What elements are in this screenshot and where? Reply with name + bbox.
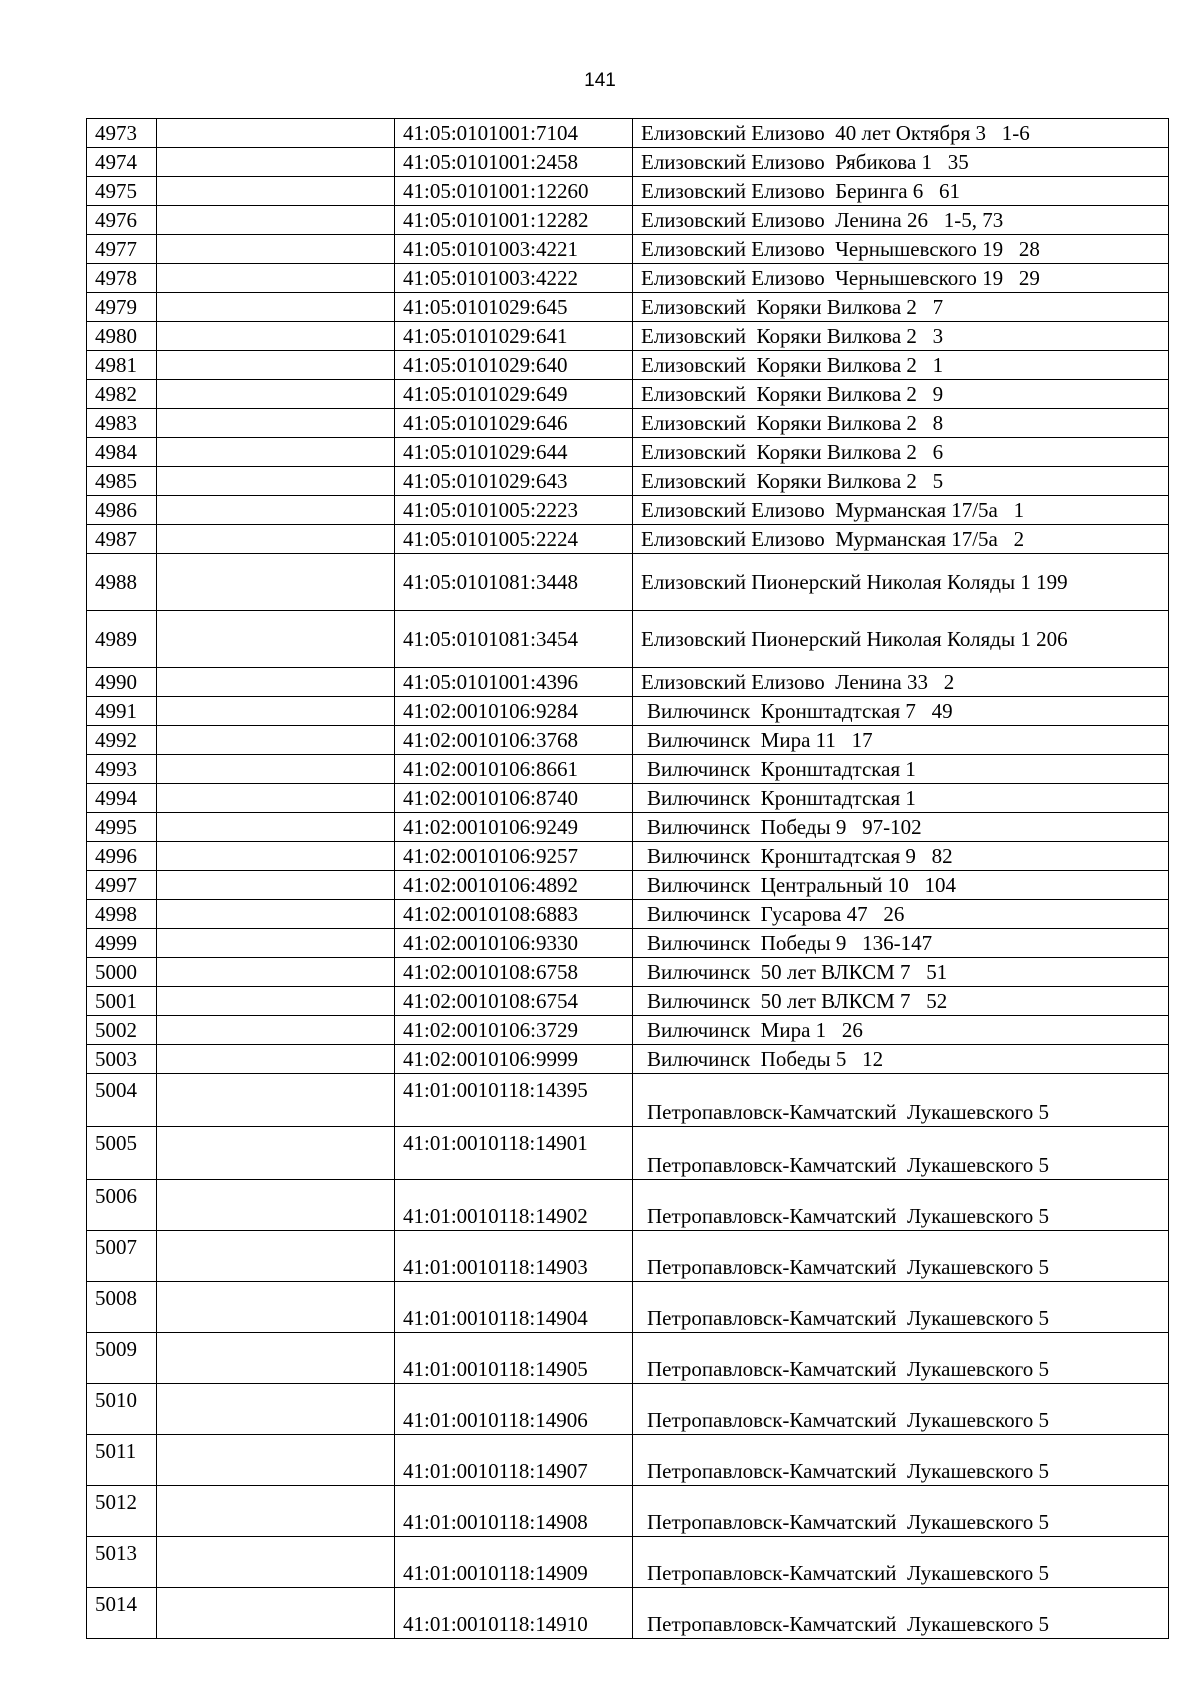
cadastral-number-cell: 41:02:0010106:8661 — [395, 755, 633, 784]
row-number-cell: 4992 — [87, 726, 157, 755]
row-number-cell: 4982 — [87, 380, 157, 409]
empty-cell — [157, 264, 395, 293]
table-row — [87, 264, 1169, 293]
cadastral-number-cell: 41:01:0010118:14908 — [395, 1486, 633, 1537]
table-row — [87, 177, 1169, 206]
empty-cell — [157, 813, 395, 842]
address-cell: Елизовский Коряки Вилкова 2 5 — [633, 467, 1169, 496]
empty-cell — [157, 1537, 395, 1588]
empty-cell — [157, 1384, 395, 1435]
cadastral-number-cell: 41:02:0010106:9249 — [395, 813, 633, 842]
cadastral-number-cell: 41:02:0010106:4892 — [395, 871, 633, 900]
row-number-cell: 4991 — [87, 697, 157, 726]
row-number-cell: 5000 — [87, 958, 157, 987]
row-number-cell: 4980 — [87, 322, 157, 351]
row-number-cell: 4998 — [87, 900, 157, 929]
empty-cell — [157, 1127, 395, 1180]
cadastral-number-cell: 41:02:0010106:9999 — [395, 1045, 633, 1074]
table-row — [87, 784, 1169, 813]
table-row — [87, 438, 1169, 467]
address-cell: Елизовский Елизово Мурманская 17/5а 2 — [633, 525, 1169, 554]
row-number-cell: 4979 — [87, 293, 157, 322]
row-number-cell: 4983 — [87, 409, 157, 438]
empty-cell — [157, 1180, 395, 1231]
table-row — [87, 206, 1169, 235]
table-row — [87, 871, 1169, 900]
cadastral-number-cell: 41:02:0010106:9257 — [395, 842, 633, 871]
empty-cell — [157, 1588, 395, 1639]
empty-cell — [157, 467, 395, 496]
row-number-cell: 4974 — [87, 148, 157, 177]
table-row — [87, 1231, 1169, 1282]
cadastral-number-cell: 41:02:0010108:6883 — [395, 900, 633, 929]
address-cell: Вилючинск Победы 5 12 — [633, 1045, 1169, 1074]
cadastral-number-cell: 41:05:0101029:649 — [395, 380, 633, 409]
cadastral-number-cell: 41:01:0010118:14906 — [395, 1384, 633, 1435]
table-row — [87, 668, 1169, 697]
table-row — [87, 1486, 1169, 1537]
cadastral-number-cell: 41:01:0010118:14909 — [395, 1537, 633, 1588]
cadastral-number-cell: 41:05:0101029:646 — [395, 409, 633, 438]
cadastral-number-cell: 41:02:0010106:3768 — [395, 726, 633, 755]
address-cell: Вилючинск Кронштадтская 1 — [633, 784, 1169, 813]
row-number-cell: 5010 — [87, 1384, 157, 1435]
address-cell: Вилючинск Кронштадтская 7 49 — [633, 697, 1169, 726]
empty-cell — [157, 784, 395, 813]
address-cell: Елизовский Коряки Вилкова 2 3 — [633, 322, 1169, 351]
table-row — [87, 235, 1169, 264]
cadastral-number-cell: 41:05:0101029:644 — [395, 438, 633, 467]
address-cell: Вилючинск Кронштадтская 1 — [633, 755, 1169, 784]
row-number-cell: 5002 — [87, 1016, 157, 1045]
address-cell: Петропавловск-Камчатский Лукашевского 5 — [633, 1231, 1169, 1282]
cadastral-number-cell: 41:05:0101081:3454 — [395, 611, 633, 668]
table-row — [87, 1282, 1169, 1333]
empty-cell — [157, 1333, 395, 1384]
empty-cell — [157, 235, 395, 264]
table-row — [87, 726, 1169, 755]
row-number-cell: 5004 — [87, 1074, 157, 1127]
table-row — [87, 554, 1169, 611]
address-cell: Вилючинск Гусарова 47 26 — [633, 900, 1169, 929]
row-number-cell: 5006 — [87, 1180, 157, 1231]
table-row — [87, 1016, 1169, 1045]
empty-cell — [157, 525, 395, 554]
address-cell: Елизовский Коряки Вилкова 2 8 — [633, 409, 1169, 438]
table-row — [87, 1045, 1169, 1074]
address-cell: Елизовский Елизово Беринга 6 61 — [633, 177, 1169, 206]
table-row — [87, 496, 1169, 525]
table-row — [87, 929, 1169, 958]
address-cell: Елизовский Елизово Ленина 26 1-5, 73 — [633, 206, 1169, 235]
empty-cell — [157, 871, 395, 900]
address-cell: Петропавловск-Камчатский Лукашевского 5 — [633, 1180, 1169, 1231]
table-row — [87, 525, 1169, 554]
cadastral-number-cell: 41:01:0010118:14905 — [395, 1333, 633, 1384]
cadastral-number-cell: 41:01:0010118:14395 — [395, 1074, 633, 1127]
address-cell: Елизовский Елизово 40 лет Октября 3 1-6 — [633, 119, 1169, 148]
empty-cell — [157, 177, 395, 206]
address-text: Елизовский Пионерский Николая Коляды 1 206 — [641, 627, 1068, 651]
row-number-cell: 4981 — [87, 351, 157, 380]
cadastral-number-cell: 41:01:0010118:14910 — [395, 1588, 633, 1639]
cadastral-number-cell: 41:05:0101003:4222 — [395, 264, 633, 293]
empty-cell — [157, 958, 395, 987]
row-number-cell: 4973 — [87, 119, 157, 148]
cadastral-number-cell: 41:01:0010118:14901 — [395, 1127, 633, 1180]
empty-cell — [157, 611, 395, 668]
cadastral-number-cell: 41:05:0101081:3448 — [395, 554, 633, 611]
cadastral-number-cell: 41:02:0010108:6754 — [395, 987, 633, 1016]
row-number-cell: 4988 — [87, 554, 157, 611]
cadastral-number-cell: 41:05:0101001:4396 — [395, 668, 633, 697]
registry-table — [86, 118, 1169, 1639]
address-cell: Петропавловск-Камчатский Лукашевского 5 — [633, 1384, 1169, 1435]
address-cell: Петропавловск-Камчатский Лукашевского 5 — [633, 1282, 1169, 1333]
table-row — [87, 1435, 1169, 1486]
cadastral-number-cell: 41:02:0010108:6758 — [395, 958, 633, 987]
empty-cell — [157, 755, 395, 784]
table-row — [87, 322, 1169, 351]
empty-cell — [157, 842, 395, 871]
row-number-cell: 5011 — [87, 1435, 157, 1486]
row-number-cell: 4985 — [87, 467, 157, 496]
address-cell: Вилючинск Победы 9 136-147 — [633, 929, 1169, 958]
row-number-cell: 4997 — [87, 871, 157, 900]
row-number-cell: 5001 — [87, 987, 157, 1016]
address-cell: Елизовский Коряки Вилкова 2 9 — [633, 380, 1169, 409]
empty-cell — [157, 293, 395, 322]
empty-cell — [157, 1074, 395, 1127]
address-cell: Елизовский Елизово Чернышевского 19 28 — [633, 235, 1169, 264]
address-text: Елизовский Пионерский Николая Коляды 1 199 — [641, 570, 1068, 594]
cadastral-number-cell: 41:02:0010106:9330 — [395, 929, 633, 958]
cadastral-number-cell: 41:05:0101001:2458 — [395, 148, 633, 177]
table-row — [87, 842, 1169, 871]
address-cell: Елизовский Елизово Ленина 33 2 — [633, 668, 1169, 697]
address-cell — [633, 554, 1169, 611]
row-number-cell: 4987 — [87, 525, 157, 554]
address-cell: Вилючинск Центральный 10 104 — [633, 871, 1169, 900]
table-row — [87, 293, 1169, 322]
empty-cell — [157, 148, 395, 177]
cadastral-number-cell: 41:02:0010106:8740 — [395, 784, 633, 813]
cadastral-number-cell: 41:05:0101029:640 — [395, 351, 633, 380]
cadastral-number-cell: 41:05:0101005:2224 — [395, 525, 633, 554]
empty-cell — [157, 351, 395, 380]
row-number-cell: 4977 — [87, 235, 157, 264]
row-number-cell: 4978 — [87, 264, 157, 293]
empty-cell — [157, 900, 395, 929]
table-row — [87, 409, 1169, 438]
row-number-cell: 4975 — [87, 177, 157, 206]
address-cell: Елизовский Елизово Мурманская 17/5а 1 — [633, 496, 1169, 525]
table-row — [87, 697, 1169, 726]
address-cell: Елизовский Коряки Вилкова 2 7 — [633, 293, 1169, 322]
empty-cell — [157, 409, 395, 438]
row-number-cell: 4990 — [87, 668, 157, 697]
row-number-cell: 5008 — [87, 1282, 157, 1333]
table-row — [87, 380, 1169, 409]
address-cell: Петропавловск-Камчатский Лукашевского 5 — [633, 1074, 1169, 1127]
address-cell: Петропавловск-Камчатский Лукашевского 5 — [633, 1588, 1169, 1639]
row-number-cell: 4999 — [87, 929, 157, 958]
address-cell: Елизовский Коряки Вилкова 2 6 — [633, 438, 1169, 467]
row-number-cell: 5003 — [87, 1045, 157, 1074]
row-number-cell: 5009 — [87, 1333, 157, 1384]
address-cell: Елизовский Коряки Вилкова 2 1 — [633, 351, 1169, 380]
row-number-cell: 5013 — [87, 1537, 157, 1588]
row-number-cell: 4996 — [87, 842, 157, 871]
address-cell: Елизовский Елизово Рябикова 1 35 — [633, 148, 1169, 177]
empty-cell — [157, 1282, 395, 1333]
table-row — [87, 958, 1169, 987]
row-number-cell: 5007 — [87, 1231, 157, 1282]
address-cell: Вилючинск 50 лет ВЛКСМ 7 51 — [633, 958, 1169, 987]
row-number-cell: 4994 — [87, 784, 157, 813]
row-number-cell: 5012 — [87, 1486, 157, 1537]
empty-cell — [157, 119, 395, 148]
empty-cell — [157, 1231, 395, 1282]
table-row — [87, 1384, 1169, 1435]
address-cell: Петропавловск-Камчатский Лукашевского 5 — [633, 1486, 1169, 1537]
registry-table-body — [87, 119, 1169, 1639]
row-number-cell: 4976 — [87, 206, 157, 235]
cadastral-number-cell: 41:05:0101003:4221 — [395, 235, 633, 264]
table-row — [87, 1074, 1169, 1127]
empty-cell — [157, 380, 395, 409]
empty-cell — [157, 322, 395, 351]
row-number-cell: 4986 — [87, 496, 157, 525]
address-cell: Вилючинск Мира 1 26 — [633, 1016, 1169, 1045]
address-cell: Петропавловск-Камчатский Лукашевского 5 — [633, 1127, 1169, 1180]
empty-cell — [157, 929, 395, 958]
table-row — [87, 1180, 1169, 1231]
empty-cell — [157, 1435, 395, 1486]
row-number-cell: 4984 — [87, 438, 157, 467]
empty-cell — [157, 1486, 395, 1537]
cadastral-number-cell: 41:01:0010118:14907 — [395, 1435, 633, 1486]
cadastral-number-cell: 41:02:0010106:9284 — [395, 697, 633, 726]
table-row — [87, 813, 1169, 842]
cadastral-number-cell: 41:01:0010118:14904 — [395, 1282, 633, 1333]
address-cell: Вилючинск 50 лет ВЛКСМ 7 52 — [633, 987, 1169, 1016]
cadastral-number-cell: 41:01:0010118:14902 — [395, 1180, 633, 1231]
cadastral-number-cell: 41:05:0101029:645 — [395, 293, 633, 322]
empty-cell — [157, 1045, 395, 1074]
cadastral-number-cell: 41:01:0010118:14903 — [395, 1231, 633, 1282]
table-row — [87, 1127, 1169, 1180]
empty-cell — [157, 496, 395, 525]
cadastral-number-cell: 41:05:0101029:643 — [395, 467, 633, 496]
row-number-cell: 5014 — [87, 1588, 157, 1639]
address-cell: Вилючинск Победы 9 97-102 — [633, 813, 1169, 842]
address-cell: Вилючинск Мира 11 17 — [633, 726, 1169, 755]
table-row — [87, 148, 1169, 177]
cadastral-number-cell: 41:05:0101001:12282 — [395, 206, 633, 235]
cadastral-number-cell: 41:05:0101001:7104 — [395, 119, 633, 148]
row-number-cell: 4995 — [87, 813, 157, 842]
cadastral-number-cell: 41:05:0101029:641 — [395, 322, 633, 351]
cadastral-number-cell: 41:02:0010106:3729 — [395, 1016, 633, 1045]
page-number: 141 — [584, 70, 616, 91]
table-row — [87, 1537, 1169, 1588]
table-row — [87, 900, 1169, 929]
table-row — [87, 755, 1169, 784]
empty-cell — [157, 697, 395, 726]
address-cell — [633, 611, 1169, 668]
address-cell: Елизовский Елизово Чернышевского 19 29 — [633, 264, 1169, 293]
address-cell: Петропавловск-Камчатский Лукашевского 5 — [633, 1537, 1169, 1588]
empty-cell — [157, 726, 395, 755]
table-row — [87, 987, 1169, 1016]
cadastral-number-cell: 41:05:0101005:2223 — [395, 496, 633, 525]
row-number-cell: 4989 — [87, 611, 157, 668]
empty-cell — [157, 206, 395, 235]
empty-cell — [157, 554, 395, 611]
table-row — [87, 611, 1169, 668]
address-cell: Петропавловск-Камчатский Лукашевского 5 — [633, 1333, 1169, 1384]
empty-cell — [157, 987, 395, 1016]
empty-cell — [157, 668, 395, 697]
row-number-cell: 5005 — [87, 1127, 157, 1180]
table-row — [87, 1588, 1169, 1639]
table-row — [87, 1333, 1169, 1384]
table-row — [87, 119, 1169, 148]
empty-cell — [157, 1016, 395, 1045]
table-row — [87, 467, 1169, 496]
row-number-cell: 4993 — [87, 755, 157, 784]
cadastral-number-cell: 41:05:0101001:12260 — [395, 177, 633, 206]
empty-cell — [157, 438, 395, 467]
address-cell: Петропавловск-Камчатский Лукашевского 5 — [633, 1435, 1169, 1486]
address-cell: Вилючинск Кронштадтская 9 82 — [633, 842, 1169, 871]
table-row — [87, 351, 1169, 380]
